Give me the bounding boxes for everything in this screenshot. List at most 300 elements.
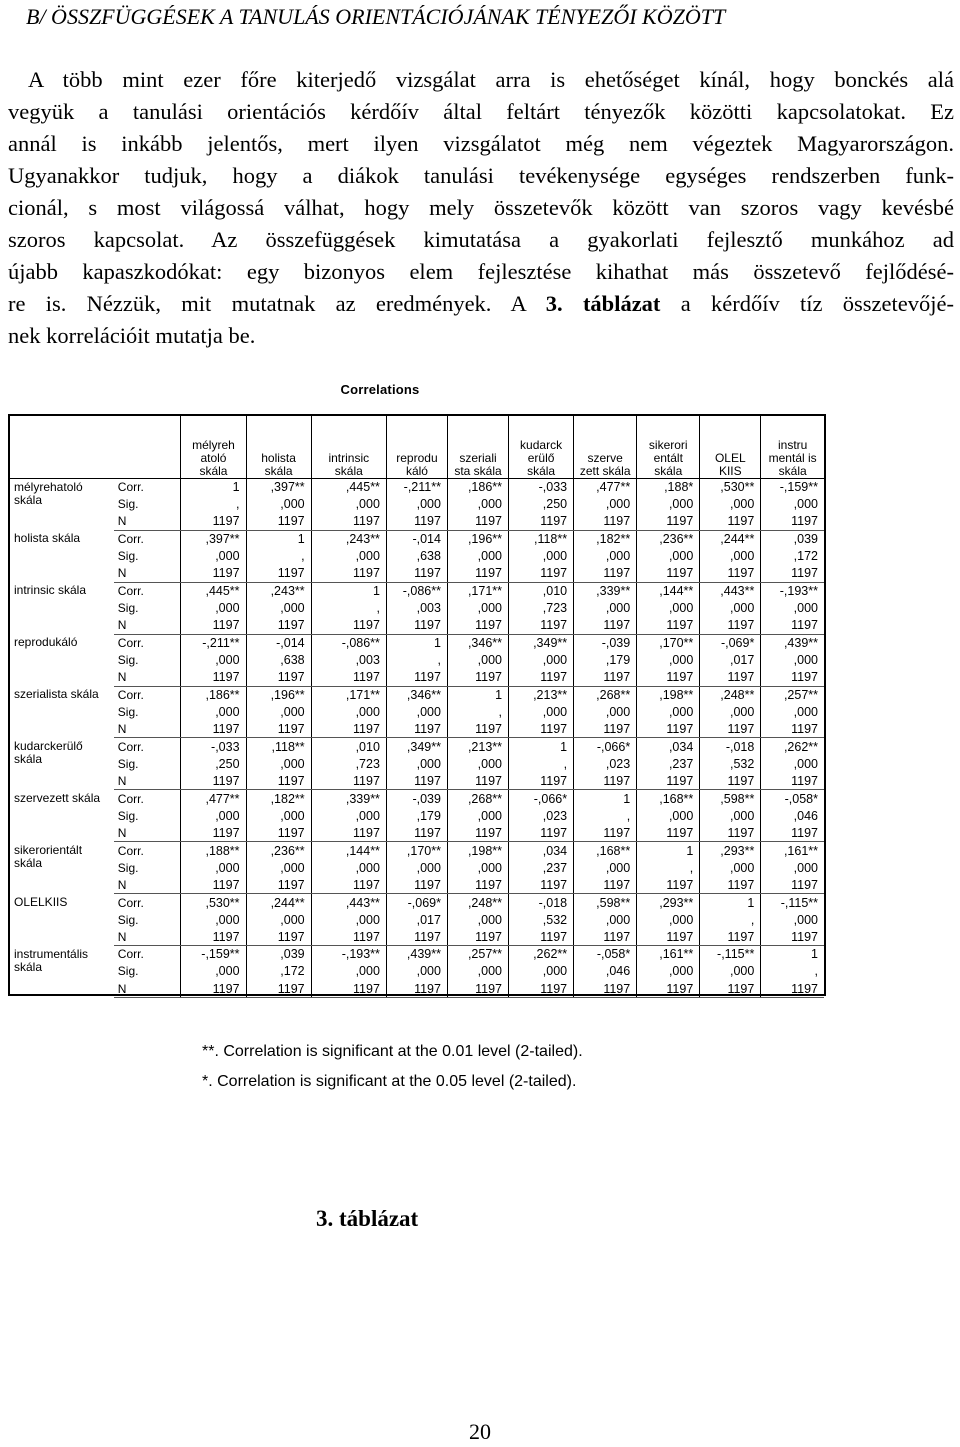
table-cell: -,115** bbox=[761, 894, 824, 911]
table-cell: ,017 bbox=[386, 911, 447, 928]
table-cell: ,000 bbox=[181, 911, 246, 928]
table-cell: ,445** bbox=[311, 479, 386, 496]
table-cell: ,161** bbox=[637, 946, 700, 963]
table-cell: -,211** bbox=[181, 634, 246, 651]
table-cell: ,000 bbox=[637, 600, 700, 617]
table-cell: ,000 bbox=[509, 548, 574, 565]
table-cell: 1197 bbox=[181, 980, 246, 997]
table-cell: ,000 bbox=[700, 703, 761, 720]
table-cell: ,000 bbox=[246, 859, 311, 876]
table-cell: 1197 bbox=[574, 928, 637, 945]
table-cell: ,000 bbox=[637, 651, 700, 668]
table-cell: 1 bbox=[447, 686, 508, 703]
table-cell: , bbox=[447, 703, 508, 720]
table-cell: ,000 bbox=[761, 911, 824, 928]
table-cell: ,118** bbox=[509, 530, 574, 547]
table-cell: ,000 bbox=[386, 703, 447, 720]
table-cell: ,000 bbox=[311, 496, 386, 513]
table-cell: 1197 bbox=[181, 824, 246, 841]
table-cell: 1197 bbox=[311, 617, 386, 634]
table-cell: ,445** bbox=[181, 582, 246, 599]
column-header: instru mentál is skála bbox=[761, 416, 824, 479]
table-cell: -,014 bbox=[246, 634, 311, 651]
table-cell: 1197 bbox=[700, 876, 761, 893]
stat-label: Corr. bbox=[117, 687, 144, 702]
table-cell: ,532 bbox=[509, 911, 574, 928]
column-header: kudarck erülő skála bbox=[509, 416, 574, 479]
table-cell: -,159** bbox=[761, 479, 824, 496]
paragraph-line bbox=[8, 288, 954, 320]
table-cell: -,211** bbox=[386, 479, 447, 496]
table-cell: 1197 bbox=[637, 721, 700, 738]
table-cell: 1197 bbox=[700, 721, 761, 738]
table-cell: 1197 bbox=[181, 513, 246, 530]
table-row bbox=[10, 842, 824, 859]
table-cell: ,257** bbox=[761, 686, 824, 703]
stat-label: N bbox=[114, 617, 181, 634]
table-cell: 1197 bbox=[386, 773, 447, 790]
table-cell: ,236** bbox=[246, 842, 311, 859]
table-cell: ,000 bbox=[311, 548, 386, 565]
table-cell: ,477** bbox=[181, 790, 246, 807]
table-cell: 1197 bbox=[311, 721, 386, 738]
table-cell: ,186** bbox=[447, 479, 508, 496]
table-cell: 1197 bbox=[509, 824, 574, 841]
table-cell: 1197 bbox=[246, 876, 311, 893]
table-cell: 1197 bbox=[700, 669, 761, 686]
table-cell: 1197 bbox=[447, 565, 508, 582]
table-cell: 1197 bbox=[181, 876, 246, 893]
table-row bbox=[10, 773, 824, 790]
table-row bbox=[10, 721, 824, 738]
table-cell: ,000 bbox=[181, 859, 246, 876]
table-row bbox=[10, 928, 824, 945]
table-cell: 1197 bbox=[637, 928, 700, 945]
table-cell: 1197 bbox=[447, 669, 508, 686]
table-cell: 1197 bbox=[386, 669, 447, 686]
table-row bbox=[10, 703, 824, 720]
table-cell: 1197 bbox=[574, 824, 637, 841]
table-cell: ,244** bbox=[700, 530, 761, 547]
table-cell: 1 bbox=[509, 738, 574, 755]
table-cell: ,000 bbox=[574, 703, 637, 720]
column-header: mélyreh atoló skála bbox=[181, 416, 246, 479]
table-cell: ,000 bbox=[637, 548, 700, 565]
table-cell: ,000 bbox=[447, 807, 508, 824]
table-reference: 3. táblázat bbox=[545, 291, 661, 316]
row-label: sikerorientált skála bbox=[14, 842, 83, 870]
table-row bbox=[10, 911, 824, 928]
table-cell: 1197 bbox=[761, 565, 824, 582]
table-cell: ,349** bbox=[386, 738, 447, 755]
column-header: sikerori entált skála bbox=[637, 416, 700, 479]
footnote-005: *. Correlation is significant at the 0.05 level (2-tailed). bbox=[202, 1073, 577, 1090]
table-cell: ,000 bbox=[447, 651, 508, 668]
table-cell: 1197 bbox=[761, 773, 824, 790]
table-cell: 1197 bbox=[246, 824, 311, 841]
table-cell: ,000 bbox=[761, 651, 824, 668]
stat-label: Sig. bbox=[117, 964, 139, 979]
table-cell: 1197 bbox=[447, 928, 508, 945]
table-cell: ,000 bbox=[574, 548, 637, 565]
stat-label: Sig. bbox=[117, 808, 139, 823]
table-cell: ,188** bbox=[181, 842, 246, 859]
table-cell: ,161** bbox=[761, 842, 824, 859]
table-cell: 1197 bbox=[246, 669, 311, 686]
table-cell: 1197 bbox=[700, 824, 761, 841]
table-cell: 1197 bbox=[761, 721, 824, 738]
table-cell: ,023 bbox=[574, 755, 637, 772]
table-cell: ,188* bbox=[637, 479, 700, 496]
table-cell: -,115** bbox=[700, 946, 761, 963]
table-cell: ,262** bbox=[509, 946, 574, 963]
table-cell: ,000 bbox=[509, 703, 574, 720]
table-cell: 1197 bbox=[181, 565, 246, 582]
table-row bbox=[10, 548, 824, 565]
table-cell: 1197 bbox=[509, 617, 574, 634]
stat-label: N bbox=[114, 928, 181, 945]
table-cell: , bbox=[574, 807, 637, 824]
table-cell: 1197 bbox=[246, 565, 311, 582]
table-cell: ,000 bbox=[181, 703, 246, 720]
table-cell: 1197 bbox=[447, 980, 508, 997]
table-cell: ,039 bbox=[246, 946, 311, 963]
table-row bbox=[10, 859, 824, 876]
table-cell: ,244** bbox=[246, 894, 311, 911]
table-cell: 1197 bbox=[509, 876, 574, 893]
stat-label: Corr. bbox=[117, 843, 144, 858]
table-cell: ,723 bbox=[311, 755, 386, 772]
table-cell: , bbox=[509, 755, 574, 772]
table-cell: -,018 bbox=[700, 738, 761, 755]
table-cell: ,000 bbox=[181, 600, 246, 617]
table-cell: ,000 bbox=[700, 496, 761, 513]
table-cell: ,000 bbox=[386, 496, 447, 513]
table-cell: ,118** bbox=[246, 738, 311, 755]
table-cell: 1197 bbox=[246, 980, 311, 997]
table-cell: ,000 bbox=[637, 496, 700, 513]
table-cell: ,000 bbox=[386, 963, 447, 980]
table-row bbox=[10, 946, 824, 963]
table-cell: 1197 bbox=[181, 669, 246, 686]
table-cell: ,243** bbox=[311, 530, 386, 547]
table-cell: 1 bbox=[181, 479, 246, 496]
stat-label: Sig. bbox=[117, 653, 139, 668]
table-cell: ,213** bbox=[447, 738, 508, 755]
table-cell: ,000 bbox=[246, 496, 311, 513]
stat-label: N bbox=[114, 669, 181, 686]
table-cell: ,034 bbox=[637, 738, 700, 755]
column-header: intrinsic skála bbox=[311, 416, 386, 479]
table-cell: , bbox=[761, 963, 824, 980]
row-label: holista skála bbox=[14, 531, 81, 546]
table-cell: ,170** bbox=[637, 634, 700, 651]
table-cell: 1197 bbox=[761, 669, 824, 686]
table-cell: ,171** bbox=[447, 582, 508, 599]
table-cell: 1197 bbox=[386, 928, 447, 945]
table-cell: ,168** bbox=[637, 790, 700, 807]
table-cell: 1197 bbox=[311, 565, 386, 582]
table-cell: 1197 bbox=[637, 617, 700, 634]
table-row bbox=[10, 963, 824, 980]
table-cell: 1197 bbox=[509, 513, 574, 530]
table-cell: 1197 bbox=[761, 617, 824, 634]
table-row bbox=[10, 651, 824, 668]
table-row bbox=[10, 669, 824, 686]
table-cell: ,182** bbox=[574, 530, 637, 547]
table-cell: 1197 bbox=[700, 565, 761, 582]
table-cell: 1197 bbox=[311, 773, 386, 790]
stat-label: Corr. bbox=[117, 636, 144, 651]
table-cell: ,010 bbox=[311, 738, 386, 755]
correlation-table bbox=[10, 416, 824, 998]
table-cell: 1 bbox=[246, 530, 311, 547]
footnote-001: **. Correlation is significant at the 0.01 level (2-tailed). bbox=[202, 1043, 583, 1060]
header-blank bbox=[114, 416, 181, 479]
column-header: OLEL KIIS bbox=[700, 416, 761, 479]
column-header: szerve zett skála bbox=[574, 416, 637, 479]
table-cell: 1197 bbox=[386, 721, 447, 738]
table-cell: 1197 bbox=[574, 617, 637, 634]
table-cell: ,172 bbox=[246, 963, 311, 980]
stat-label: Corr. bbox=[117, 739, 144, 754]
table-cell: 1197 bbox=[637, 824, 700, 841]
row-label: OLELKIIS bbox=[14, 894, 68, 909]
table-cell: ,237 bbox=[509, 859, 574, 876]
table-cell: 1197 bbox=[637, 513, 700, 530]
table-cell: 1 bbox=[574, 790, 637, 807]
table-cell: ,000 bbox=[447, 600, 508, 617]
table-cell: ,250 bbox=[509, 496, 574, 513]
table-cell: ,179 bbox=[386, 807, 447, 824]
table-cell: ,598** bbox=[700, 790, 761, 807]
table-cell: ,000 bbox=[311, 859, 386, 876]
table-cell: ,144** bbox=[637, 582, 700, 599]
table-cell: ,000 bbox=[246, 911, 311, 928]
table-cell: 1197 bbox=[700, 980, 761, 997]
table-row bbox=[10, 617, 824, 634]
table-row bbox=[10, 513, 824, 530]
table-cell: ,046 bbox=[761, 807, 824, 824]
table-cell: -,066* bbox=[574, 738, 637, 755]
table-row bbox=[10, 876, 824, 893]
table-cell: 1197 bbox=[181, 721, 246, 738]
table-cell: ,397** bbox=[246, 479, 311, 496]
table-body bbox=[10, 479, 824, 998]
table-cell: , bbox=[386, 651, 447, 668]
table-cell: 1197 bbox=[637, 876, 700, 893]
table-cell: ,000 bbox=[181, 807, 246, 824]
table-cell: 1197 bbox=[574, 669, 637, 686]
table-cell: 1 bbox=[311, 582, 386, 599]
table-row bbox=[10, 686, 824, 703]
table-cell: ,000 bbox=[311, 911, 386, 928]
table-row bbox=[10, 980, 824, 997]
paragraph-line: újabb kapaszkodókat: egy bizonyos elem fejlesztése kihathat más összetevő fejlődésé- bbox=[8, 259, 954, 284]
table-cell: 1197 bbox=[386, 617, 447, 634]
table-cell: 1197 bbox=[181, 773, 246, 790]
column-header: szeriali sta skála bbox=[447, 416, 508, 479]
table-cell: ,248** bbox=[700, 686, 761, 703]
table-cell: 1 bbox=[386, 634, 447, 651]
table-cell: ,532 bbox=[700, 755, 761, 772]
table-cell: ,000 bbox=[311, 963, 386, 980]
table-cell: ,170** bbox=[386, 842, 447, 859]
table-cell: ,196** bbox=[246, 686, 311, 703]
table-cell: ,000 bbox=[181, 548, 246, 565]
correlation-table-frame bbox=[8, 414, 826, 996]
stat-label: Sig. bbox=[117, 705, 139, 719]
table-cell: ,000 bbox=[574, 859, 637, 876]
table-cell: ,010 bbox=[509, 582, 574, 599]
stat-label: N bbox=[114, 721, 181, 738]
table-row bbox=[10, 738, 824, 755]
table-cell: ,000 bbox=[637, 911, 700, 928]
table-cell: ,000 bbox=[574, 600, 637, 617]
table-cell: ,439** bbox=[386, 946, 447, 963]
table-row bbox=[10, 530, 824, 547]
table-cell: -,033 bbox=[181, 738, 246, 755]
table-cell: ,339** bbox=[311, 790, 386, 807]
table-cell: 1197 bbox=[700, 513, 761, 530]
table-cell: ,346** bbox=[447, 634, 508, 651]
table-cell: ,182** bbox=[246, 790, 311, 807]
table-cell: ,293** bbox=[637, 894, 700, 911]
table-cell: ,000 bbox=[447, 911, 508, 928]
table-cell: , bbox=[246, 548, 311, 565]
table-cell: 1197 bbox=[246, 773, 311, 790]
table-row bbox=[10, 600, 824, 617]
table-cell: ,250 bbox=[181, 755, 246, 772]
stat-label: Corr. bbox=[117, 584, 144, 599]
table-cell: ,000 bbox=[311, 703, 386, 720]
table-cell: 1197 bbox=[311, 513, 386, 530]
table-cell: 1197 bbox=[386, 565, 447, 582]
stat-label: N bbox=[114, 876, 181, 893]
table-cell: ,349** bbox=[509, 634, 574, 651]
table-row bbox=[10, 807, 824, 824]
table-cell: ,397** bbox=[181, 530, 246, 547]
table-cell: ,023 bbox=[509, 807, 574, 824]
stat-label: Corr. bbox=[117, 791, 144, 806]
table-cell: 1197 bbox=[700, 773, 761, 790]
table-cell: 1197 bbox=[761, 513, 824, 530]
table-cell: 1197 bbox=[311, 980, 386, 997]
table-caption: 3. táblázat bbox=[316, 1206, 419, 1231]
table-cell: 1197 bbox=[574, 565, 637, 582]
table-cell: ,003 bbox=[386, 600, 447, 617]
stat-label: N bbox=[114, 513, 181, 530]
table-cell: 1197 bbox=[447, 773, 508, 790]
table-cell: ,000 bbox=[447, 548, 508, 565]
table-cell: -,069* bbox=[386, 894, 447, 911]
table-cell: ,723 bbox=[509, 600, 574, 617]
table-cell: ,638 bbox=[386, 548, 447, 565]
table-cell: ,000 bbox=[761, 496, 824, 513]
table-cell: ,000 bbox=[761, 859, 824, 876]
table-cell: 1197 bbox=[637, 669, 700, 686]
table-cell: ,243** bbox=[246, 582, 311, 599]
paragraph-text: a kérdőív tíz összetevőjé- bbox=[660, 291, 954, 316]
table-cell: ,171** bbox=[311, 686, 386, 703]
table-cell: ,268** bbox=[447, 790, 508, 807]
row-label: szerialista skála bbox=[14, 687, 99, 702]
table-cell: 1197 bbox=[637, 565, 700, 582]
table-cell: ,000 bbox=[311, 807, 386, 824]
paragraph-line: szoros kapcsolat. Az összefüggések kimutatása a gyakorlati fejlesztő munkához ad bbox=[8, 227, 954, 252]
table-cell: ,257** bbox=[447, 946, 508, 963]
row-label: instrumentális skála bbox=[14, 946, 89, 974]
table-row bbox=[10, 790, 824, 807]
header-row bbox=[10, 416, 824, 479]
table-cell: ,198** bbox=[637, 686, 700, 703]
table-cell: ,213** bbox=[509, 686, 574, 703]
table-cell: 1197 bbox=[386, 824, 447, 841]
table-cell: ,039 bbox=[761, 530, 824, 547]
paragraph-line: annál is inkább jelentős, mert ilyen vizsgálatot még nem végeztek Magyarországon. bbox=[8, 131, 954, 156]
table-cell: ,000 bbox=[700, 807, 761, 824]
body-paragraph bbox=[8, 64, 954, 352]
table-cell: 1197 bbox=[311, 669, 386, 686]
table-cell: ,000 bbox=[637, 807, 700, 824]
table-cell: -,193** bbox=[311, 946, 386, 963]
table-cell: -,058* bbox=[761, 790, 824, 807]
table-cell: ,000 bbox=[386, 859, 447, 876]
table-cell: 1197 bbox=[246, 721, 311, 738]
table-cell: ,172 bbox=[761, 548, 824, 565]
table-cell: -,066* bbox=[509, 790, 574, 807]
table-cell: 1197 bbox=[447, 617, 508, 634]
column-header: holista skála bbox=[246, 416, 311, 479]
table-cell: , bbox=[700, 911, 761, 928]
table-cell: ,000 bbox=[447, 496, 508, 513]
table-cell: ,530** bbox=[181, 894, 246, 911]
table-cell: 1197 bbox=[181, 928, 246, 945]
stat-label: Corr. bbox=[117, 532, 144, 547]
table-cell: 1 bbox=[761, 946, 824, 963]
table-cell: 1197 bbox=[311, 876, 386, 893]
table-cell: 1 bbox=[700, 894, 761, 911]
paragraph-line: nek korrelációit mutatja be. bbox=[8, 323, 256, 348]
table-cell: 1197 bbox=[509, 980, 574, 997]
table-cell: -,193** bbox=[761, 582, 824, 599]
column-header: reprodu káló bbox=[386, 416, 447, 479]
table-title: Correlations bbox=[340, 382, 420, 397]
table-cell: ,000 bbox=[246, 755, 311, 772]
table-cell: ,000 bbox=[574, 911, 637, 928]
table-cell: ,268** bbox=[574, 686, 637, 703]
table-cell: , bbox=[311, 600, 386, 617]
table-row bbox=[10, 894, 824, 911]
table-cell: ,144** bbox=[311, 842, 386, 859]
table-cell: ,000 bbox=[447, 963, 508, 980]
table-cell: 1197 bbox=[246, 513, 311, 530]
table-cell: ,638 bbox=[246, 651, 311, 668]
table-row bbox=[10, 755, 824, 772]
table-cell: 1197 bbox=[447, 721, 508, 738]
table-cell: 1197 bbox=[509, 565, 574, 582]
table-cell: 1197 bbox=[700, 928, 761, 945]
table-cell: ,262** bbox=[761, 738, 824, 755]
row-label: mélyrehatoló skála bbox=[14, 480, 83, 507]
stat-label: Corr. bbox=[117, 947, 144, 962]
table-cell: ,439** bbox=[761, 634, 824, 651]
stat-label: Sig. bbox=[117, 497, 139, 512]
paragraph-line: cionál, s most világossá válhat, hogy mely összetevők között van szoros vagy kevésbé bbox=[8, 195, 954, 220]
table-cell: 1197 bbox=[509, 773, 574, 790]
table-cell: 1197 bbox=[447, 513, 508, 530]
table-cell: 1197 bbox=[761, 876, 824, 893]
